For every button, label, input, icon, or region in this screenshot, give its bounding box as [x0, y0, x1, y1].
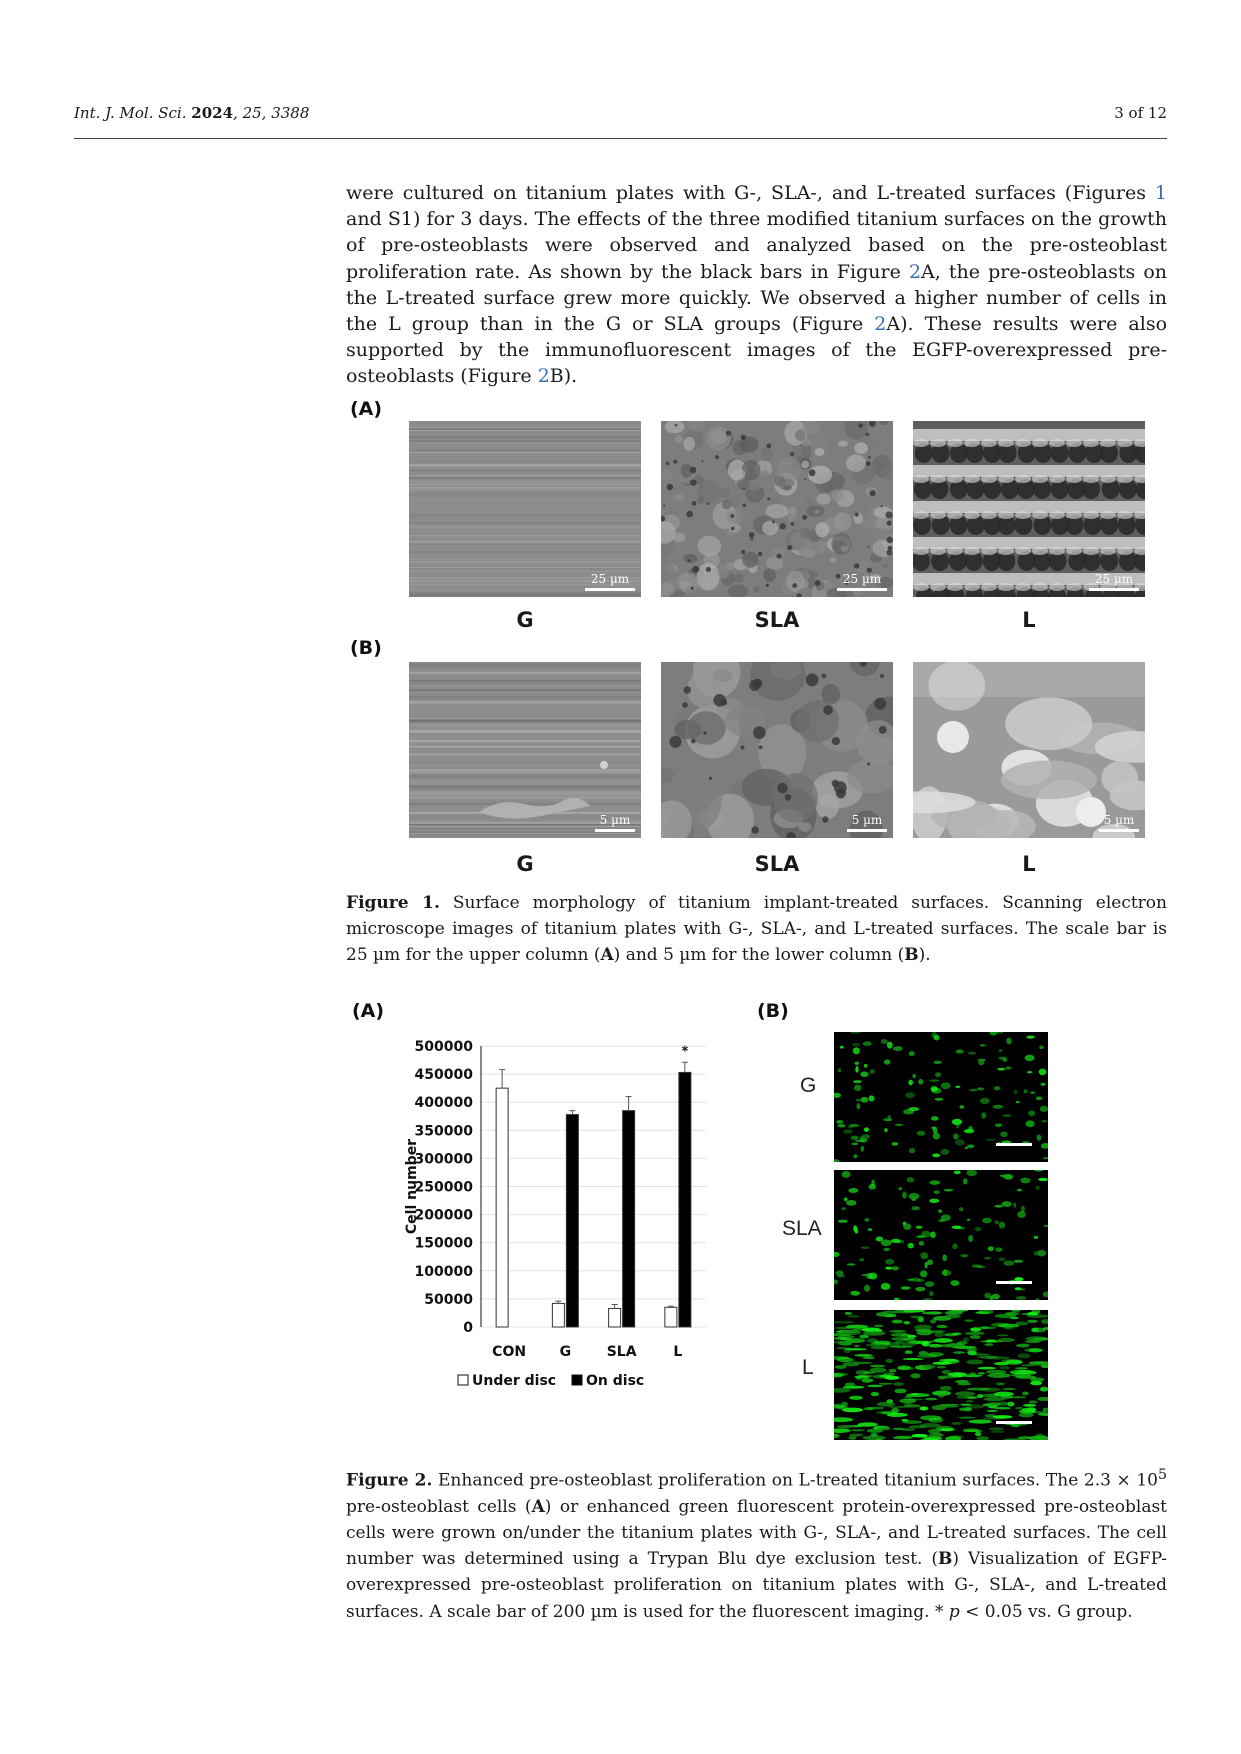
figure-1-link[interactable]: 1 [1154, 182, 1167, 204]
figure2-caption-a: A [531, 1496, 545, 1517]
scale-bar-line [996, 1421, 1032, 1424]
figure1-caption-text: ). [918, 945, 931, 966]
body-text-4: A). These results were also supported by the immunofluorescent images of the EGFP-overexpressed pre-osteoblasts (Figure [346, 313, 1168, 388]
bar-under-disc [496, 1088, 508, 1327]
figure2-caption-text: Enhanced pre-osteoblast proliferation on L-treated titanium surfaces. The 2.3 × 10 [432, 1470, 1158, 1491]
fluorescence-cells [834, 1310, 1048, 1440]
scale-bar-line [996, 1281, 1032, 1284]
figure2-caption-text: < 0.05 vs. G group. [959, 1601, 1133, 1622]
y-tick-label: 450000 [414, 1067, 473, 1084]
y-tick-label: 350000 [414, 1123, 473, 1140]
scale-bar [837, 572, 887, 591]
page-number: 3 of 12 [1114, 104, 1167, 122]
sem-image-g [409, 421, 641, 597]
sem-surface-texture [661, 662, 893, 838]
significance-asterisk: * [681, 1044, 689, 1060]
bar-on-disc [679, 1072, 691, 1327]
figure1-caption-b: B [904, 945, 919, 966]
figure2-caption [346, 1462, 1167, 1625]
x-tick-label: G [559, 1344, 572, 1360]
fluorescence-image-g [834, 1032, 1048, 1162]
fluorescence-image-l [834, 1310, 1048, 1440]
figure2-caption-b: B [938, 1549, 953, 1570]
y-tick-label: 400000 [414, 1095, 473, 1112]
figure1-caption [346, 890, 1167, 969]
fluorescence-label-l: L [802, 1356, 814, 1379]
figure2-panel-a-tag: (A) [352, 1000, 385, 1022]
sem-image-l [913, 421, 1145, 597]
fluorescence-label-g: G [800, 1074, 817, 1097]
scale-bar [585, 572, 635, 591]
fluorescence-cells [834, 1170, 1048, 1300]
figure1-caption-a: A [600, 945, 614, 966]
sem-surface-texture [409, 421, 641, 597]
sem-surface-texture [913, 421, 1145, 597]
sem-surface-texture [913, 662, 1145, 838]
figure2-caption-text: ) or enhanced green fluorescent protein-overexpressed pre-osteoblast cells were grown on/under the titanium plates with G-, SLA-, and L-treated surfaces. The cell number was determined using a Trypan Blu dye exclusion test. ( [346, 1496, 1168, 1570]
chart-plot-area [404, 1039, 706, 1389]
sem-label-sla: SLA [754, 608, 800, 632]
scale-bar [595, 813, 635, 832]
sem-image-l [913, 662, 1145, 838]
body-text-3: A, the pre-osteoblasts on the L-treated surface grew more quickly. We observed a higher number of cells in the L group than in the G or SLA groups (Figure [346, 260, 1168, 336]
journal-year: 2024 [191, 104, 234, 122]
sem-image-g [409, 662, 641, 838]
figure2-bar-chart [346, 1000, 726, 1400]
header-rule [74, 138, 1167, 139]
y-tick-label: 0 [463, 1320, 473, 1336]
scale-bar-label: 5 µm [1103, 813, 1135, 827]
sem-surface-texture [409, 662, 641, 838]
body-text-1: were cultured on titanium plates with G-, SLA-, and L-treated surfaces (Figures [346, 182, 1155, 204]
body-text-2: and S1) for 3 days. The effects of the three modified titanium surfaces on the growth of pre-osteoblasts were observed and analyzed based on the pre-osteoblast proliferation rate. As shown by the black bars in Figure [346, 208, 1167, 283]
figure2-panel-b-tag: (B) [757, 1000, 789, 1022]
y-tick-label: 250000 [414, 1179, 473, 1196]
x-tick-label: SLA [606, 1344, 637, 1360]
scale-bar-line [1099, 829, 1139, 832]
y-tick-label: 300000 [414, 1151, 473, 1168]
figure-2-link[interactable]: 2 [537, 365, 550, 388]
scale-bar-line [595, 829, 635, 832]
scale-bar-label: 5 µm [851, 813, 883, 827]
bar-under-disc [552, 1303, 564, 1327]
scale-bar-label: 5 µm [599, 813, 631, 827]
y-tick-label: 150000 [414, 1235, 473, 1252]
legend-label: On disc [586, 1373, 645, 1389]
sem-surface-texture [661, 421, 893, 597]
scale-bar-label: 25 µm [590, 572, 630, 586]
y-tick-label: 200000 [414, 1207, 473, 1224]
fluorescence-label-sla: SLA [782, 1217, 822, 1240]
x-tick-label: L [673, 1344, 683, 1360]
figure1-panel-a-tag: (A) [350, 398, 383, 420]
y-tick-label: 500000 [414, 1039, 473, 1055]
scale-bar [847, 813, 887, 832]
figure-2-link[interactable]: 2 [874, 313, 887, 336]
sem-label-sla: SLA [754, 852, 800, 876]
y-axis-label: Cell number [404, 1138, 420, 1235]
scale-bar [1099, 813, 1139, 832]
figure1-caption-text: Surface morphology of titanium implant-treated surfaces. Scanning electron microscope images of titanium plates with G-, SLA-, and L-treated surfaces. The scale bar is 25 µm for the upper column ( [346, 893, 1167, 966]
y-tick-label: 50000 [424, 1291, 473, 1308]
body-text-5: B). [549, 365, 578, 388]
bar-under-disc [609, 1308, 621, 1327]
journal-name: Int. J. Mol. Sci. [74, 104, 187, 122]
figure2-caption-text: pre-osteoblast cells ( [346, 1496, 532, 1517]
figure2-caption-sup: 5 [1158, 1467, 1168, 1483]
journal-volume: , 25, 3388 [233, 104, 310, 122]
sem-image-sla [661, 421, 893, 597]
figure1-caption-text: ) and 5 µm for the lower column ( [613, 945, 905, 966]
legend-swatch [572, 1375, 582, 1385]
scale-bar-line [847, 829, 887, 832]
figure1-panel-b-tag: (B) [350, 637, 382, 659]
fluorescence-cells [834, 1032, 1048, 1162]
bar-on-disc [623, 1111, 635, 1327]
scale-bar-line [1089, 588, 1139, 591]
bar-on-disc [566, 1115, 578, 1327]
bar-chart-svg [346, 1000, 726, 1400]
figure1-caption-label: Figure 1. [346, 893, 440, 913]
sem-label-l: L [1022, 852, 1036, 876]
figure2-caption-p: p [948, 1601, 960, 1622]
y-tick-label: 100000 [414, 1263, 473, 1280]
scale-bar [1089, 572, 1139, 591]
scale-bar-line [837, 588, 887, 591]
sem-label-l: L [1022, 608, 1036, 632]
journal-header [74, 104, 309, 122]
sem-image-sla [661, 662, 893, 838]
sem-label-g: G [516, 852, 534, 876]
sem-label-g: G [516, 608, 534, 632]
scale-bar-label: 25 µm [1094, 572, 1134, 586]
fluorescence-image-sla [834, 1170, 1048, 1300]
bar-under-disc [665, 1307, 677, 1327]
body-paragraph [346, 180, 1167, 390]
x-tick-label: CON [492, 1344, 527, 1360]
figure2-caption-text: ) Visualization of EGFP-overexpressed pre-osteoblast proliferation on titanium plates with G-, SLA-, and L-treated surfaces. A scale bar of 200 µm is used for the fluorescent imaging. * [346, 1549, 1167, 1622]
scale-bar-label: 25 µm [842, 572, 882, 586]
legend-swatch [458, 1375, 468, 1385]
scale-bar-line [996, 1143, 1032, 1146]
figure-2-link[interactable]: 2 [908, 260, 922, 283]
legend-label: Under disc [472, 1373, 557, 1389]
figure2-caption-label: Figure 2. [346, 1470, 433, 1491]
scale-bar-line [585, 588, 635, 591]
